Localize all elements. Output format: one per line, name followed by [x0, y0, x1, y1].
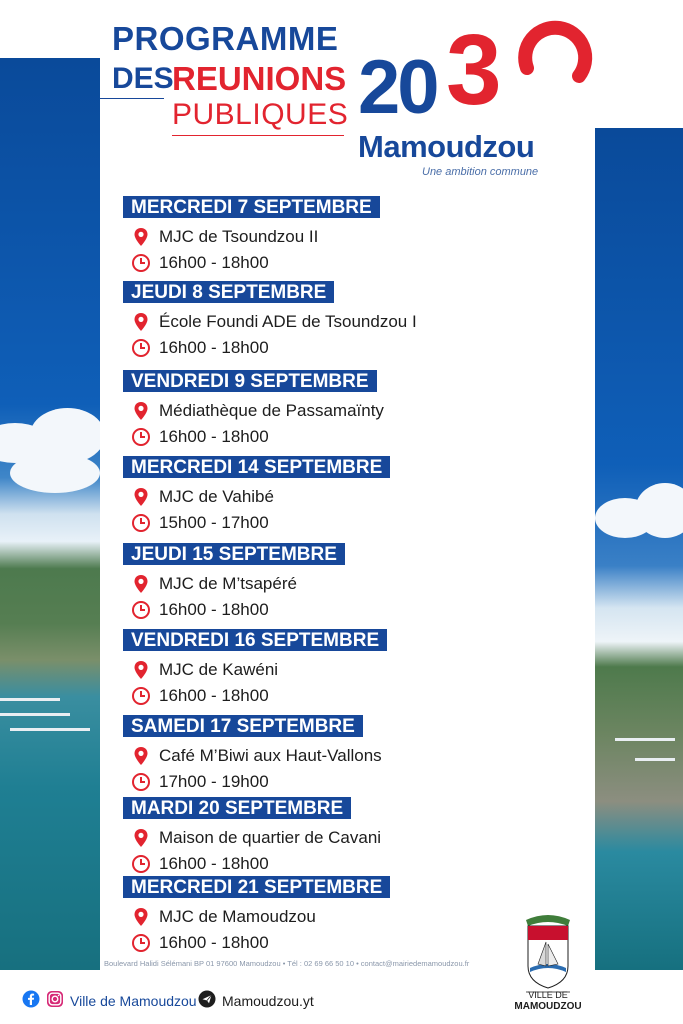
event-day: MARDI 20 SEPTEMBRE [123, 797, 351, 819]
clock-icon [131, 427, 151, 447]
event-item [123, 456, 583, 536]
social-label[interactable]: Ville de Mamoudzou [70, 993, 197, 1009]
event-day: VENDREDI 16 SEPTEMBRE [123, 629, 387, 651]
contact-address: Boulevard Halidi Sélémani BP 01 97600 Mamoudzou • Tél : 02 69 66 50 10 • contact@mairiedemamoudzou.fr [104, 959, 470, 968]
clock-icon [131, 600, 151, 620]
event-day: VENDREDI 9 SEPTEMBRE [123, 370, 377, 392]
event-time-row [131, 931, 269, 955]
event-place: MJC de Tsoundzou II [159, 227, 319, 246]
facebook-icon[interactable] [22, 990, 40, 1013]
event-day: JEUDI 8 SEPTEMBRE [123, 281, 334, 303]
event-place: MJC de Vahibé [159, 487, 274, 506]
event-time-row [131, 684, 269, 708]
map-pin-icon [131, 227, 151, 247]
event-time-row [131, 598, 269, 622]
clock-icon [131, 338, 151, 358]
event-place-row [131, 485, 274, 509]
event-time: 16h00 - 18h00 [159, 854, 269, 873]
clock-icon [131, 933, 151, 953]
title-publiques: PUBLIQUES [172, 98, 349, 131]
event-place-row [131, 826, 381, 850]
event-item [123, 281, 583, 361]
map-pin-icon [131, 907, 151, 927]
event-place-row [131, 905, 316, 929]
event-place-row [131, 399, 384, 423]
event-day: JEUDI 15 SEPTEMBRE [123, 543, 345, 565]
title-rule [100, 98, 164, 99]
event-item [123, 797, 583, 877]
event-time-row [131, 251, 269, 275]
event-time: 16h00 - 18h00 [159, 427, 269, 446]
clock-icon [131, 854, 151, 874]
event-place: MJC de Mamoudzou [159, 907, 316, 926]
event-place-row [131, 225, 318, 249]
event-place-row [131, 310, 417, 334]
logo-city-name: Mamoudzou [358, 129, 535, 164]
event-day: SAMEDI 17 SEPTEMBRE [123, 715, 363, 737]
map-pin-icon [131, 828, 151, 848]
event-time: 15h00 - 17h00 [159, 513, 269, 532]
event-time: 16h00 - 18h00 [159, 338, 269, 357]
map-pin-icon [131, 401, 151, 421]
event-item [123, 629, 583, 709]
event-day: MERCREDI 7 SEPTEMBRE [123, 196, 380, 218]
event-time-row [131, 511, 269, 535]
event-time: 16h00 - 18h00 [159, 686, 269, 705]
event-place: Maison de quartier de Cavani [159, 828, 382, 847]
logo-year-20: 20 [358, 45, 437, 130]
clock-icon [131, 513, 151, 533]
paper-plane-icon [198, 990, 216, 1013]
title-reunions: REUNIONS [172, 60, 347, 97]
event-time: 16h00 - 18h00 [159, 253, 269, 272]
map-pin-icon [131, 312, 151, 332]
event-time: 16h00 - 18h00 [159, 933, 269, 952]
background-photo-left [0, 58, 100, 970]
logo-tagline: Une ambition commune [422, 166, 539, 178]
title-des: DES [112, 62, 174, 95]
event-item [123, 196, 583, 276]
background-photo-right [595, 128, 683, 970]
map-pin-icon [131, 574, 151, 594]
event-place: MJC de Kawéni [159, 660, 279, 679]
website-link[interactable] [198, 990, 314, 1012]
event-place: École Foundi ADE de Tsoundzou I [159, 312, 417, 331]
map-pin-icon [131, 487, 151, 507]
event-place-row [131, 572, 297, 596]
event-time-row [131, 336, 269, 360]
event-item [123, 543, 583, 623]
event-place: Médiathèque de Passamaïnty [159, 401, 384, 420]
website-url[interactable]: Mamoudzou.yt [222, 993, 314, 1009]
event-place: Café M’Biwi aux Haut-Vallons [159, 746, 382, 765]
logo-year-3: 3 [446, 14, 502, 126]
map-pin-icon [131, 746, 151, 766]
logo-zero-arc-icon [517, 18, 595, 96]
event-place: MJC de M’tsapéré [159, 574, 297, 593]
event-time-row [131, 852, 269, 876]
map-pin-icon [131, 660, 151, 680]
clock-icon [131, 772, 151, 792]
instagram-icon[interactable] [46, 990, 64, 1013]
event-item [123, 370, 583, 450]
title-programme: PROGRAMME [112, 20, 339, 57]
crest-label-city: MAMOUDZOU [514, 1001, 582, 1012]
event-time: 16h00 - 18h00 [159, 600, 269, 619]
event-item [123, 715, 583, 795]
title-rule [172, 135, 344, 136]
event-time-row [131, 425, 269, 449]
event-place-row [131, 658, 278, 682]
event-time: 17h00 - 19h00 [159, 772, 269, 791]
crest-label-ville: VILLE DE [528, 990, 568, 1000]
event-day: MERCREDI 21 SEPTEMBRE [123, 876, 390, 898]
social-links[interactable] [22, 990, 197, 1012]
event-day: MERCREDI 14 SEPTEMBRE [123, 456, 390, 478]
event-time-row [131, 770, 269, 794]
clock-icon [131, 253, 151, 273]
event-place-row [131, 744, 382, 768]
clock-icon [131, 686, 151, 706]
